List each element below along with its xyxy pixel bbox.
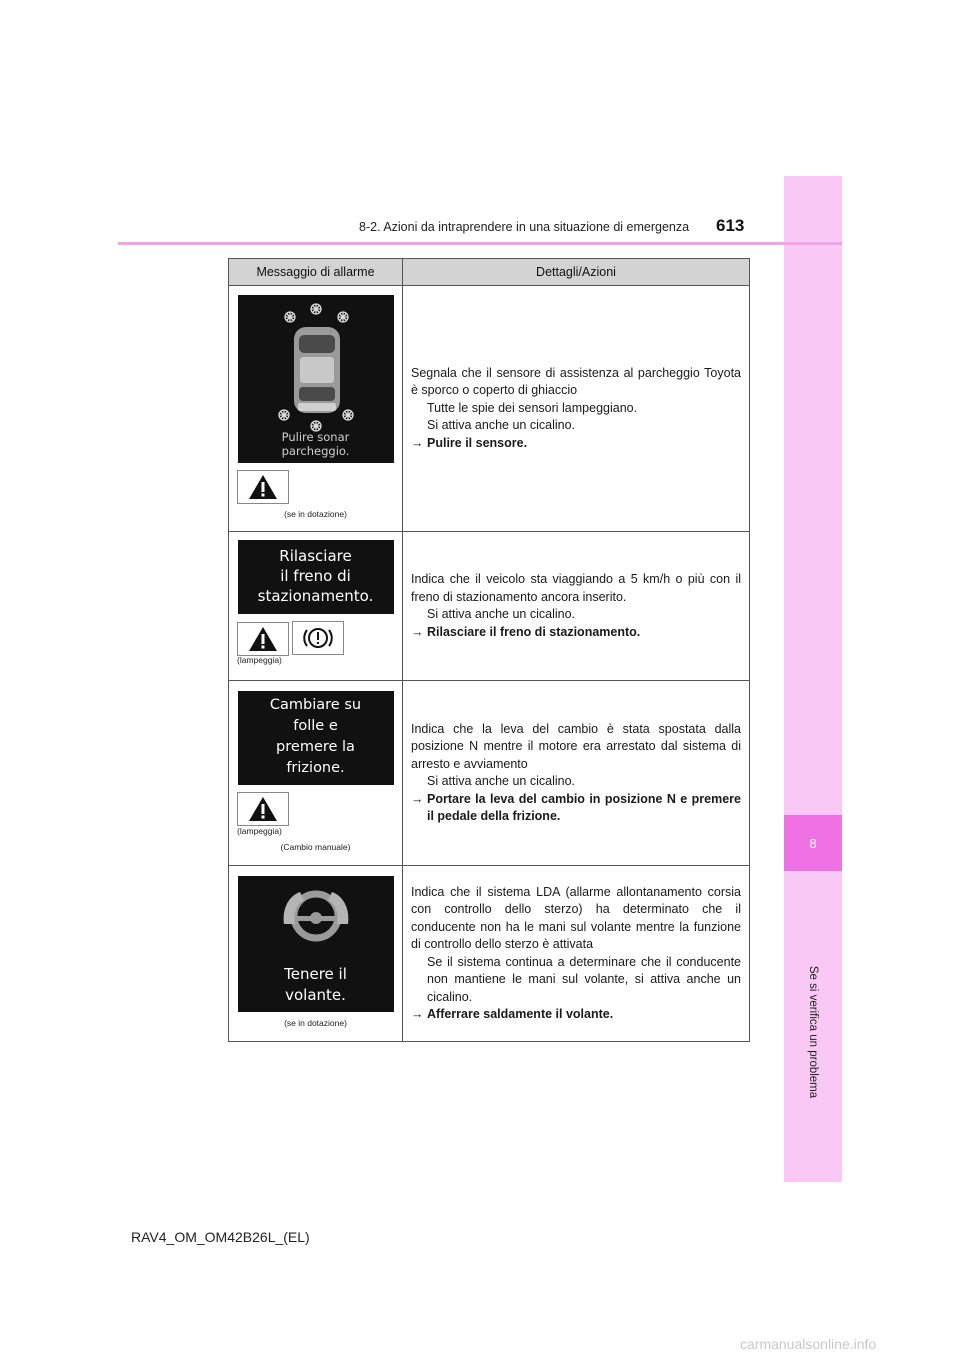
- display-text-line: frizione.: [286, 759, 345, 776]
- parking-brake-display: [238, 540, 394, 614]
- flashing-note: (lampeggia): [237, 654, 282, 665]
- detail-text: Indica che il veicolo sta viaggiando a 5 km/h o più con il freno di stazionamento ancora inserito.: [411, 572, 741, 604]
- display-text-line: Rilasciare: [279, 546, 352, 565]
- display-text-line: il freno di: [280, 566, 351, 585]
- action-text: → Afferrare saldamente il volante.: [411, 1007, 614, 1021]
- display-text-line: parcheggio.: [281, 443, 350, 458]
- detail-text: Se il sistema continua a determinare che il conducente non mantiene le mani sul volante, si attiva anche un cicalino.: [427, 954, 741, 1004]
- chapter-number: 8: [784, 815, 842, 871]
- chapter-label: Se si verifica un problema: [807, 965, 819, 1099]
- display-text-line: Tenere il: [284, 964, 347, 983]
- detail-text: Tutte le spie dei sensori lampeggiano.: [427, 400, 638, 415]
- table-row: [229, 866, 750, 1042]
- message-cell: [229, 866, 403, 1042]
- action-text: → Portare la leva del cambio in posizione N e premere il pedale della frizione.: [411, 791, 741, 823]
- flashing-note: (lampeggia): [237, 825, 282, 836]
- brake-warning-icon: [292, 621, 344, 655]
- warning-triangle-icon: [237, 792, 289, 826]
- detail-text: Indica che la leva del cambio è stata spostata dalla posizione N mentre il motore era arrestato dal sistema di arresto e avviamento: [411, 721, 741, 771]
- detail-text: Segnala che il sensore di assistenza al parcheggio Toyota è sporco o coperto di ghiaccio: [411, 365, 741, 398]
- detail-text: Indica che il sistema LDA (allarme allontanamento corsia con controllo dello sterzo) ha determinato che il conducente non ha le mani sul volante mentre la funzione di controllo dello sterzo è attivata: [411, 884, 741, 951]
- details-cell: [403, 532, 750, 681]
- page-number: 613: [716, 216, 745, 235]
- column-header-message: Messaggio di allarme: [229, 259, 403, 286]
- watermark: carmanualsonline.info: [740, 1336, 877, 1352]
- table-row: [229, 532, 750, 681]
- message-cell: [229, 681, 403, 866]
- message-cell: [229, 286, 403, 532]
- display-text-line: Cambiare su: [269, 696, 362, 713]
- warning-messages-table: [228, 258, 750, 1042]
- display-text-line: stazionamento.: [257, 586, 374, 605]
- action-text: → Rilasciare il freno di stazionamento.: [411, 624, 641, 639]
- parking-sonar-display: [238, 295, 394, 463]
- table-header-row: [229, 259, 750, 286]
- manual-transmission-note: (Cambio manuale): [280, 841, 351, 852]
- display-text-line: volante.: [285, 985, 346, 1004]
- column-header-details: Dettagli/Azioni: [403, 259, 750, 286]
- shift-neutral-display: [238, 691, 394, 785]
- detail-text: Si attiva anche un cicalino.: [427, 774, 576, 788]
- display-text-line: folle e: [293, 717, 338, 734]
- detail-text: Si attiva anche un cicalino.: [427, 418, 576, 433]
- section-title: 8-2. Azioni da intraprendere in una situazione di emergenza: [359, 220, 690, 234]
- details-cell: [403, 286, 750, 532]
- details-cell: [403, 681, 750, 866]
- message-cell: [229, 532, 403, 681]
- header-rule: [118, 242, 842, 245]
- display-text-line: premere la: [276, 738, 355, 755]
- manual-code: RAV4_OM_OM42B26L_(EL): [131, 1229, 310, 1245]
- hold-steering-display: [238, 876, 394, 1012]
- detail-text: Si attiva anche un cicalino.: [427, 607, 576, 621]
- vehicle-top-view-icon: [238, 295, 394, 427]
- table-row: [229, 681, 750, 866]
- action-text: → Pulire il sensore.: [411, 435, 528, 450]
- warning-triangle-icon: [237, 622, 289, 656]
- hands-on-steering-wheel-icon: [238, 876, 394, 956]
- availability-note: (se in dotazione): [284, 1017, 347, 1028]
- table-row: [229, 286, 750, 532]
- warning-triangle-icon: [237, 470, 289, 504]
- display-text-line: Pulire sonar: [281, 429, 350, 444]
- details-cell: [403, 866, 750, 1042]
- availability-note: (se in dotazione): [284, 508, 347, 519]
